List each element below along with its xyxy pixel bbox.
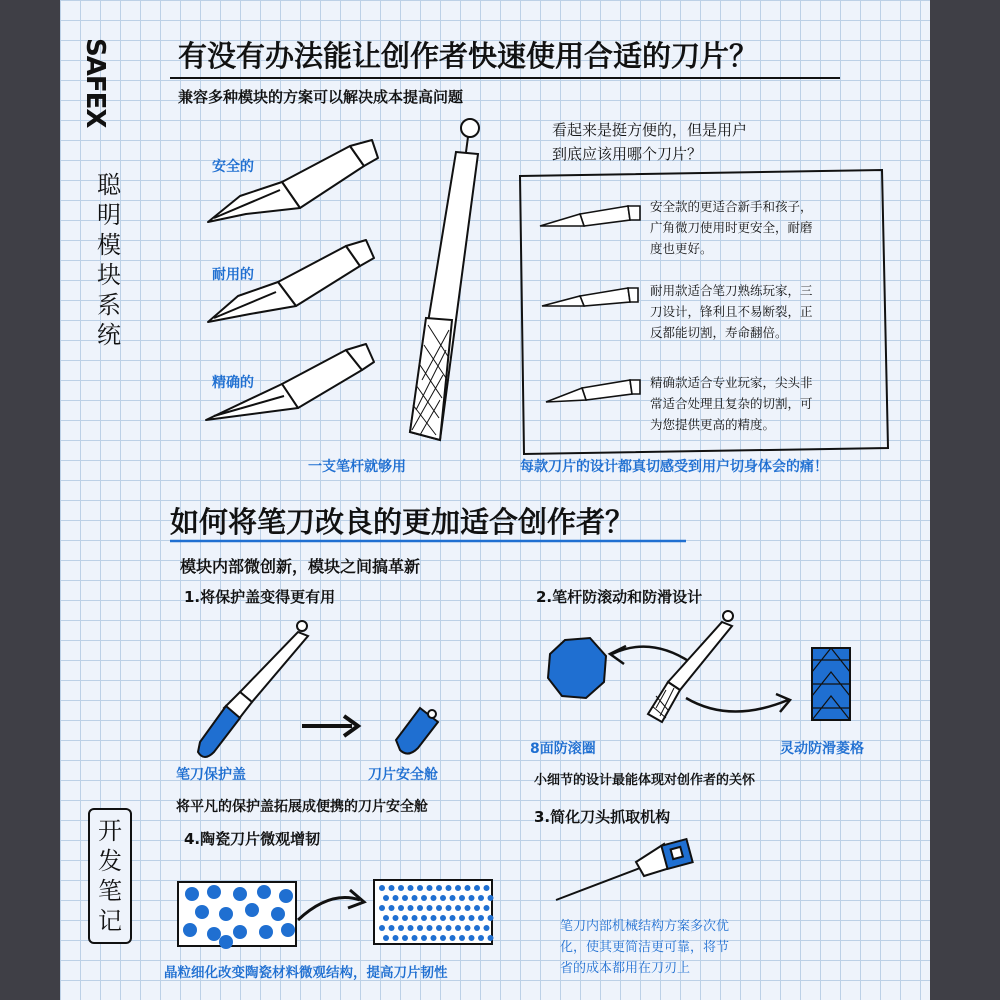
box-line: 广角微刀使用时更安全，耐磨 [650, 220, 813, 235]
series-char: 明 [97, 201, 121, 229]
box-line: 常适合处理且复杂的切割，可 [650, 396, 813, 411]
box-caption: 每款刀片的设计都真切感受到用户切身体会的痛！ [520, 459, 828, 475]
step3-note-line: 省的成本都用在刀刃上 [560, 961, 691, 976]
safe-blade-icon [208, 140, 378, 222]
pen-grip-illustration [648, 611, 733, 722]
pen-handle-illustration [410, 119, 479, 440]
diamond-grip-pattern-icon [812, 648, 850, 720]
blade-safety-capsule-icon [396, 708, 438, 754]
box-line: 反都能切割，寿命翻倍。 [650, 325, 788, 340]
section2-subtitle: 模块内部微创新，模块之间搞革新 [180, 557, 421, 576]
dev-char: 笔 [98, 877, 122, 905]
series-char: 模 [97, 231, 121, 259]
step4-note: 晶粒细化改变陶瓷材料微观结构，提高刀片韧性 [164, 965, 448, 981]
dev-char: 发 [98, 847, 122, 875]
series-char: 块 [97, 261, 121, 289]
blade-clamp-mechanism-illustration [556, 839, 693, 900]
box-line: 度也更好。 [650, 241, 713, 256]
section2-title: 如何将笔刀改良的更加适合创作者？ [170, 505, 635, 539]
label-precise: 精确的 [212, 375, 254, 391]
user-question [552, 118, 747, 166]
question-line: 看起来是挺方便的，但是用户 [552, 121, 748, 139]
step3-title: 3.简化刀头抓取机构 [534, 808, 671, 826]
step1-note: 将平凡的保护盖拓展成便携的刀片安全舱 [176, 799, 428, 815]
step1-title: 1.将保护盖变得更有用 [184, 588, 336, 606]
box-blade-icons [540, 206, 640, 402]
pen-with-cap-illustration [198, 621, 308, 757]
box-line: 耐用款适合笔刀熟练玩家，三 [650, 283, 813, 298]
step4-title: 4.陶瓷刀片微观增韧 [184, 830, 321, 848]
series-char: 统 [97, 321, 121, 349]
dev-char: 记 [98, 907, 122, 935]
question-line: 到底应该用哪个刀片？ [552, 145, 703, 163]
box-line: 刀设计，锋利且不易断裂，正 [650, 304, 813, 319]
brand-logo: SAFEX [80, 38, 110, 128]
section1-title: 有没有办法能让创作者快速使用合适的刀片？ [178, 39, 759, 73]
label-durable: 耐用的 [212, 267, 254, 283]
box-line: 为您提供更高的精度。 [650, 417, 776, 432]
box-item-precise [650, 372, 876, 435]
step2-label-diamond: 灵动防滑菱格 [780, 741, 864, 757]
label-safe: 安全的 [212, 159, 254, 175]
dev-char: 开 [98, 817, 122, 845]
box-line: 安全款的更适合新手和孩子， [650, 199, 813, 214]
section1-subtitle: 兼容多种模块的方案可以解决成本提高问题 [178, 88, 464, 106]
series-char: 聪 [97, 171, 121, 199]
step1-label-capsule: 刀片安全舱 [368, 767, 438, 783]
pen-caption: 一支笔杆就够用 [308, 459, 406, 475]
step3-note-line: 化，使其更简洁更可靠，将节 [560, 940, 730, 955]
box-item-durable [650, 280, 876, 343]
step3-note [560, 916, 729, 979]
box-item-safe [650, 196, 876, 259]
step1-label-cap: 笔刀保护盖 [176, 767, 246, 783]
step2-label-octagon: 8面防滚圈 [530, 741, 596, 757]
step3-note-line: 笔刀内部机械结构方案多次优 [560, 919, 730, 934]
step2-note: 小细节的设计最能体现对创作者的关怀 [534, 773, 756, 788]
octagon-anti-roll-icon [548, 638, 606, 698]
step2-title: 2.笔杆防滚动和防滑设计 [536, 588, 703, 606]
box-line: 精确款适合专业玩家，尖头非 [650, 375, 813, 390]
series-char: 系 [97, 291, 121, 319]
